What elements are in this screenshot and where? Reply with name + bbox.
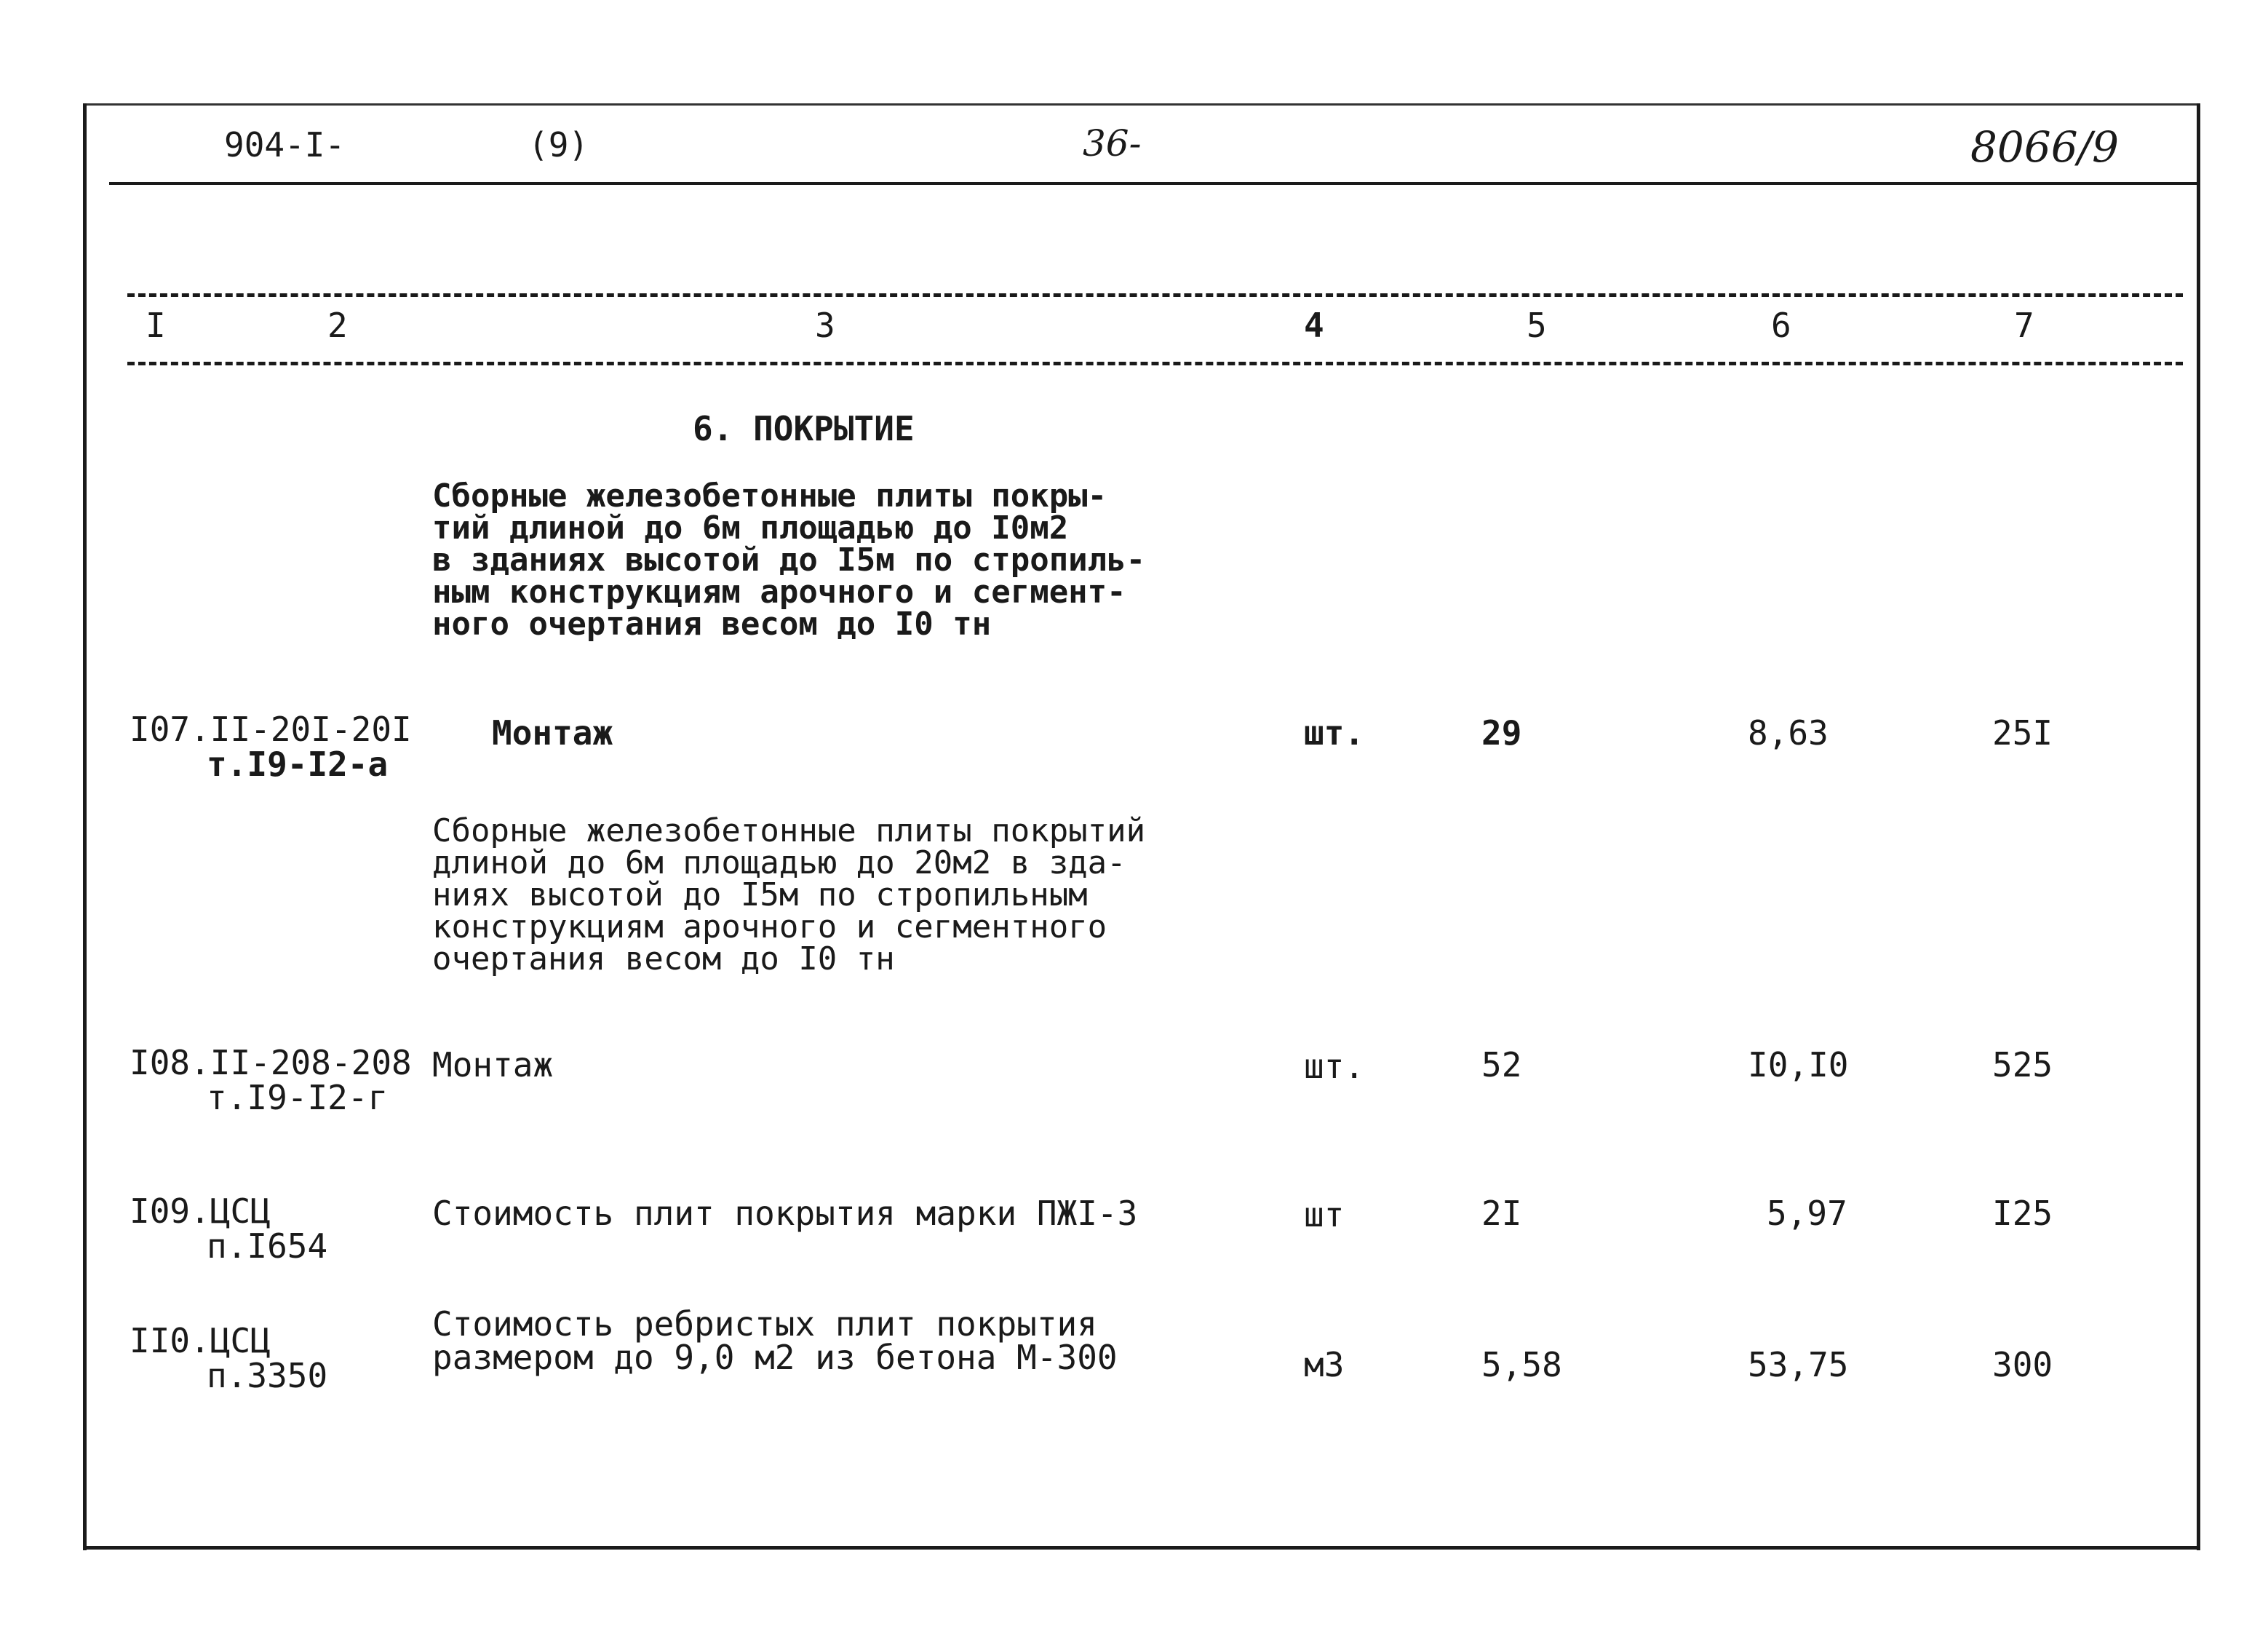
row-107-price: 8,63 — [1748, 713, 1829, 753]
code-line: I07.II-20I-20I — [130, 710, 412, 749]
column-header-top-rule — [127, 293, 2183, 297]
code-line: т.I9-I2-г — [207, 1078, 389, 1117]
row-107-code — [130, 712, 412, 782]
description-line: ным конструкциям арочного и сегмент- — [432, 574, 1126, 611]
group-1-description — [432, 477, 1146, 643]
frame-bottom-border — [83, 1546, 2200, 1550]
description-line: конструкциям арочного и сегментного — [432, 908, 1107, 945]
description-line: в зданиях высотой до I5м по стропиль- — [432, 542, 1146, 579]
column-header-bottom-rule — [127, 362, 2183, 365]
column-2-number: 2 — [327, 306, 348, 345]
name-line: Стоимость ребристых плит покрытия — [432, 1304, 1097, 1344]
description-line: Сборные железобетонные плиты покры- — [432, 477, 1107, 515]
column-6-number: 6 — [1771, 306, 1791, 345]
column-3-number: 3 — [815, 306, 835, 345]
row-108-name: Монтаж — [432, 1045, 554, 1084]
page-number: 36- — [1083, 122, 1142, 164]
part-number: (9) — [528, 125, 589, 164]
row-110-unit: м3 — [1304, 1345, 1345, 1384]
row-109-total: I25 — [1992, 1194, 2053, 1233]
description-line: очертания весом до I0 тн — [432, 940, 895, 977]
inventory-number: 8066/9 — [1970, 122, 2120, 172]
row-108-unit: шт. — [1304, 1047, 1365, 1086]
column-1-number: I — [146, 306, 166, 345]
row-107-unit: шт. — [1304, 713, 1365, 753]
code-line: I08.II-208-208 — [130, 1043, 412, 1082]
row-107-name: Монтаж — [492, 713, 613, 753]
code-line: п.I654 — [207, 1226, 328, 1266]
row-109-quantity: 2I — [1481, 1194, 1522, 1233]
row-110-quantity: 5,58 — [1481, 1345, 1562, 1384]
description-line: тий длиной до 6м площадью до I0м2 — [432, 509, 1069, 547]
code-line: т.I9-I2-а — [207, 745, 389, 784]
row-110-total: 300 — [1992, 1345, 2053, 1384]
row-108-total: 525 — [1992, 1045, 2053, 1084]
row-108-code — [130, 1045, 412, 1115]
code-line: II0.ЦСЦ — [130, 1321, 271, 1360]
row-108-price: I0,I0 — [1748, 1045, 1849, 1084]
frame-left-border — [83, 103, 87, 1550]
section-title: 6. ПОКРЫТИЕ — [693, 409, 915, 448]
description-line: длиной до 6м площадью до 20м2 в зда- — [432, 844, 1126, 881]
frame-right-border — [2197, 103, 2200, 1550]
row-109-code — [130, 1191, 328, 1266]
group-2-description — [432, 812, 1146, 977]
column-5-number: 5 — [1527, 306, 1547, 345]
series-number: 904-I- — [224, 125, 346, 164]
row-109-unit: шт — [1304, 1195, 1345, 1234]
column-7-number: 7 — [2014, 306, 2034, 345]
column-4-number: 4 — [1304, 306, 1324, 345]
header-underline — [109, 182, 2197, 185]
name-line: размером до 9,0 м2 из бетона М-300 — [432, 1338, 1118, 1377]
code-line: п.3350 — [207, 1356, 328, 1395]
row-110-price: 53,75 — [1748, 1345, 1849, 1384]
row-109-name: Стоимость плит покрытия марки ПЖI-3 — [432, 1194, 1138, 1233]
row-110-name — [432, 1304, 1118, 1377]
description-line: ного очертания весом до I0 тн — [432, 606, 992, 643]
frame-top-border — [83, 103, 2200, 106]
row-110-code — [130, 1323, 327, 1393]
row-108-quantity: 52 — [1481, 1045, 1522, 1084]
row-109-price: 5,97 — [1767, 1194, 1847, 1233]
row-107-total: 25I — [1992, 713, 2053, 753]
row-107-quantity: 29 — [1481, 713, 1522, 753]
description-line: ниях высотой до I5м по стропильным — [432, 876, 1088, 913]
code-line: I09.ЦСЦ — [130, 1191, 271, 1231]
description-line: Сборные железобетонные плиты покрытий — [432, 812, 1146, 849]
